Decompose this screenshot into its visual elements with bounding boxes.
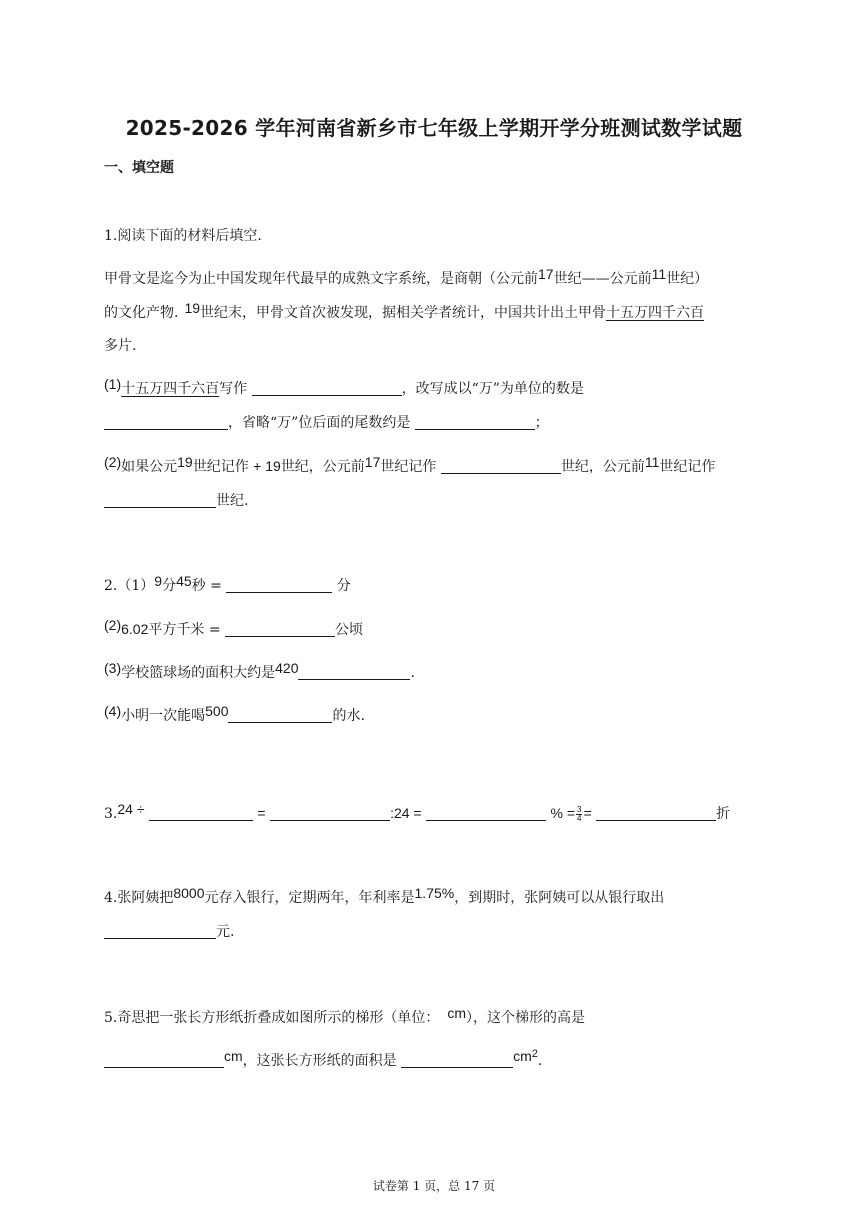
answer-blank[interactable] xyxy=(270,806,390,821)
text: 平方千米 = xyxy=(148,622,221,638)
page-footer: 试卷第 1 页，总 17 页 xyxy=(372,1179,496,1193)
text: ，改写成以“万”为单位的数是 xyxy=(401,381,584,397)
answer-blank[interactable] xyxy=(252,381,402,396)
answer-blank[interactable] xyxy=(225,622,335,637)
q1-paragraph-line-2 xyxy=(104,302,704,323)
text: 世纪记作 xyxy=(659,459,716,475)
number: 17 xyxy=(364,454,381,470)
q1-paragraph-line-3: 多片. xyxy=(104,338,137,354)
text: 世纪记作 xyxy=(380,459,437,475)
text: 如果公元 xyxy=(121,459,178,475)
equals-sign: = xyxy=(583,805,592,821)
section-heading: 一、填空题 xyxy=(104,160,174,176)
number: 1.75% xyxy=(414,885,455,901)
text: 甲骨文是迄今为止中国发现年代最早的成熟文字系统，是商朝（公元前 xyxy=(104,271,538,287)
q4-line-2 xyxy=(104,922,234,942)
q2-line-1 xyxy=(104,575,351,596)
text: 小明一次能喝 xyxy=(121,708,206,724)
text: 元存入银行，定期两年，年利率是 xyxy=(204,890,415,906)
q1-subquestion-2-line-1 xyxy=(104,456,715,477)
unit: cm xyxy=(513,1048,532,1064)
answer-blank[interactable] xyxy=(426,806,546,821)
text: ，到期时，张阿姨可以从银行取出 xyxy=(454,890,665,906)
q1-subquestion-1-line-1 xyxy=(104,378,584,399)
q5-line-2 xyxy=(104,1050,542,1072)
q2-line-2 xyxy=(104,619,363,640)
number: 9 xyxy=(154,573,163,589)
text: 世纪——公元前 xyxy=(553,271,652,287)
answer-blank[interactable] xyxy=(441,459,561,474)
exponent: 2 xyxy=(531,1048,538,1060)
text: ； xyxy=(534,415,549,431)
number: 6.02 xyxy=(121,621,149,637)
number: 8000 xyxy=(173,885,205,901)
text: 元. xyxy=(216,924,235,940)
answer-blank[interactable] xyxy=(415,415,535,430)
text: 秒 = xyxy=(191,578,222,594)
sub-index: (4) xyxy=(104,703,122,719)
sub-index: (1) xyxy=(104,376,122,392)
text: 世纪. xyxy=(216,493,249,509)
answer-blank[interactable] xyxy=(104,493,216,508)
text: . xyxy=(537,1053,543,1069)
answer-blank[interactable] xyxy=(104,1053,224,1068)
answer-blank[interactable] xyxy=(596,806,716,821)
number: 11 xyxy=(651,266,667,282)
answer-blank[interactable] xyxy=(104,415,228,430)
text: 学校篮球场的面积大约是 xyxy=(121,665,276,681)
fraction-numerator: 3 xyxy=(577,804,582,814)
text: 世纪，公元前 xyxy=(280,459,365,475)
text: ），这个梯形的高是 xyxy=(466,1010,586,1026)
expression: :24 = xyxy=(390,805,422,821)
answer-blank[interactable] xyxy=(226,578,332,593)
fraction-denominator: 4 xyxy=(577,813,582,823)
q2-line-4 xyxy=(104,705,365,726)
sub-index: (2) xyxy=(104,617,122,633)
q3-line xyxy=(104,803,730,824)
number: 17 xyxy=(538,266,554,282)
text: 的文化产物. xyxy=(104,305,179,321)
underlined-number: 十五万四千六百 xyxy=(606,305,705,321)
text: . xyxy=(410,665,415,681)
answer-blank[interactable] xyxy=(401,1053,513,1068)
expression: 24 ÷ xyxy=(117,801,145,817)
q2-line-3 xyxy=(104,662,415,683)
sub-index: (2) xyxy=(104,454,122,470)
text: 分 xyxy=(336,578,351,594)
text: 世纪末，甲骨文首次被发现，据相关学者统计，中国共计出土甲骨 xyxy=(200,305,607,321)
q1-subquestion-1-line-2 xyxy=(104,413,549,433)
number: 45 xyxy=(176,573,192,589)
text: 世纪） xyxy=(666,271,709,287)
text: 5.奇思把一张长方形纸折叠成如图所示的梯形（单位： xyxy=(104,1010,440,1026)
text: 写作 xyxy=(219,381,248,397)
question-index: 3. xyxy=(104,806,118,822)
number: 19 xyxy=(177,454,193,470)
number: + 19 xyxy=(253,458,281,474)
fraction xyxy=(576,806,582,823)
text: ，省略“万”位后面的尾数约是 xyxy=(228,415,411,431)
text: 折 xyxy=(716,806,731,822)
answer-blank[interactable] xyxy=(149,806,253,821)
underlined-number: 十五万四千六百 xyxy=(121,381,220,397)
unit: cm xyxy=(224,1048,243,1064)
q1-intro: 1.阅读下面的材料后填空. xyxy=(104,228,262,244)
number: 11 xyxy=(644,454,660,470)
text: ，这张长方形纸的面积是 xyxy=(242,1053,397,1069)
q1-subquestion-2-line-2 xyxy=(104,491,248,511)
text: 分 xyxy=(162,578,177,594)
answer-blank[interactable] xyxy=(298,665,410,680)
text: 公顷 xyxy=(335,622,364,638)
equals-sign: = xyxy=(257,805,266,821)
text: 4.张阿姨把 xyxy=(104,890,174,906)
q5-line-1 xyxy=(104,1007,585,1028)
page-title: 2025-2026 学年河南省新乡市七年级上学期开学分班测试数学试题 xyxy=(125,116,743,140)
number: 19 xyxy=(184,300,201,316)
answer-blank[interactable] xyxy=(104,924,216,939)
q4-line-1 xyxy=(104,887,664,908)
q1-paragraph-line-1 xyxy=(104,268,708,289)
sub-index: (3) xyxy=(104,660,122,676)
number: 420 xyxy=(275,660,299,676)
number: 500 xyxy=(205,703,229,719)
question-index: 2.（1） xyxy=(104,578,155,594)
text: 的水. xyxy=(332,708,365,724)
answer-blank[interactable] xyxy=(228,708,332,723)
percent-sign: % = xyxy=(550,805,576,821)
unit: cm xyxy=(447,1005,467,1021)
text: 世纪，公元前 xyxy=(560,459,645,475)
text: 世纪记作 xyxy=(192,459,249,475)
